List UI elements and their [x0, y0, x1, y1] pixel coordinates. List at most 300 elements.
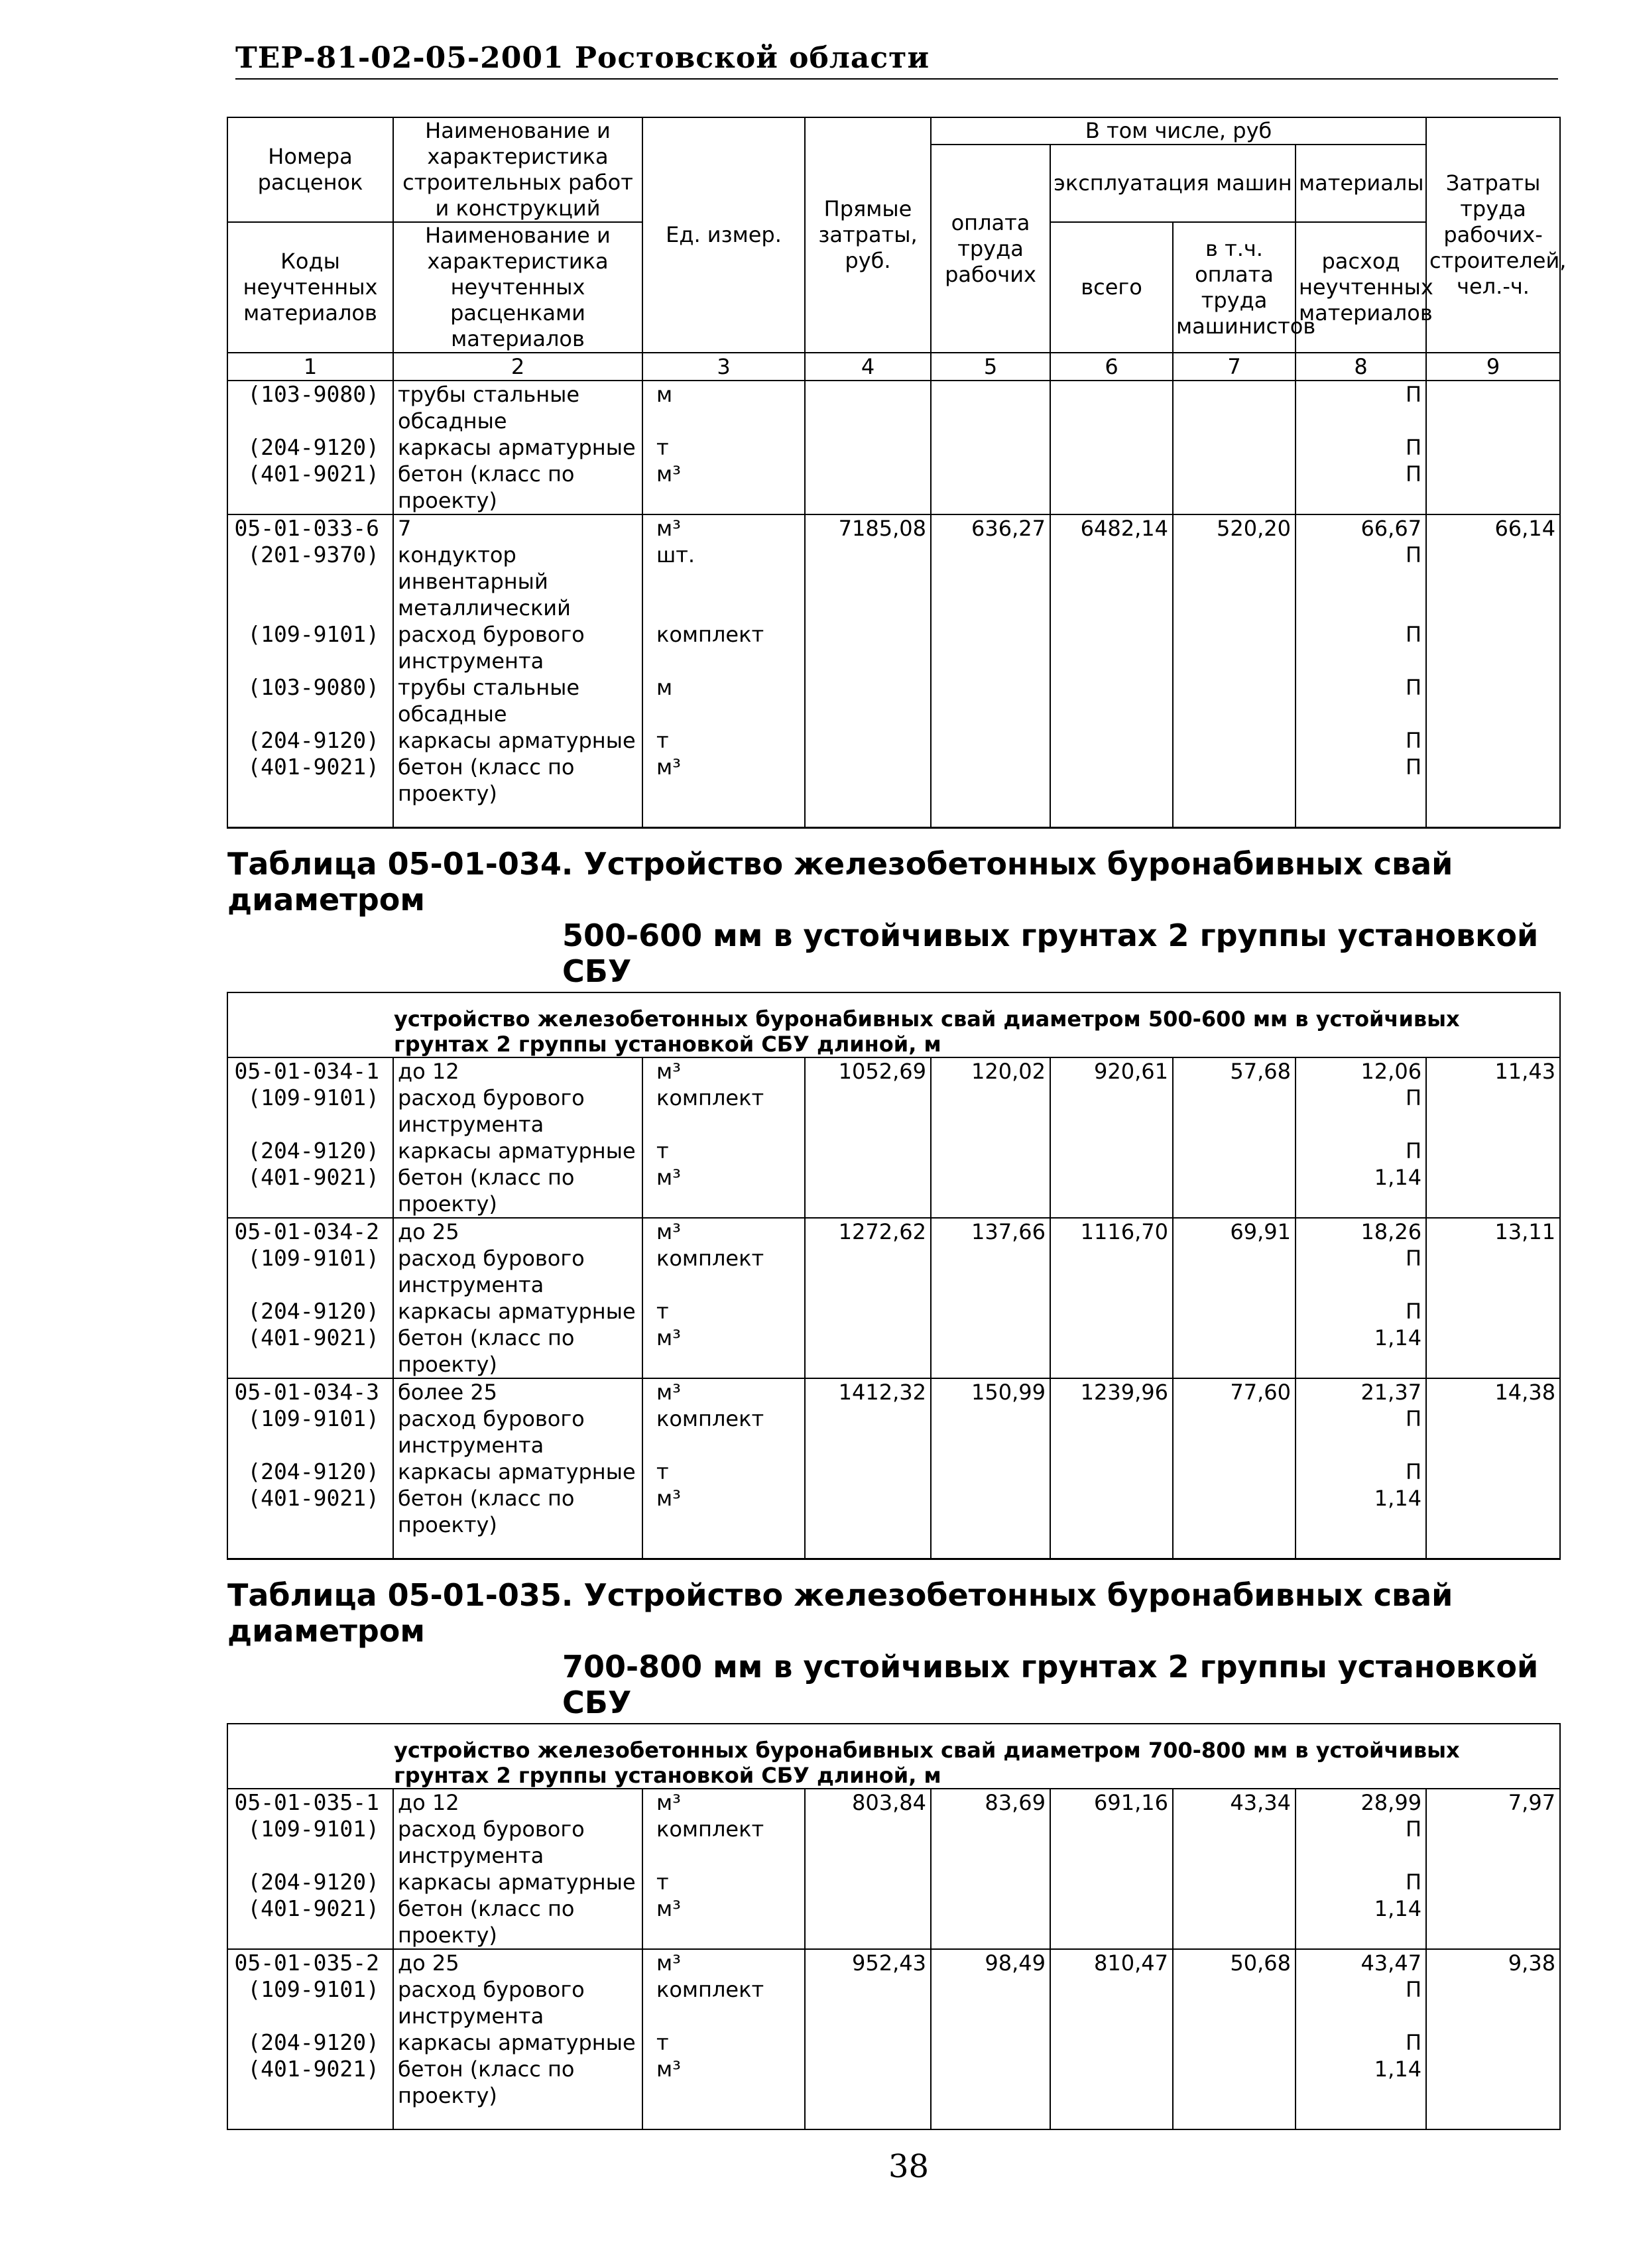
- labor-hours-cell: [1426, 1085, 1560, 1138]
- direct-costs-cell: [805, 381, 931, 434]
- direct-costs-cell: [805, 1164, 931, 1218]
- spacer-cell: [1296, 807, 1426, 828]
- direct-costs-cell: 7185,08: [805, 514, 931, 542]
- material-row: [227, 1298, 1560, 1325]
- machinist-pay-cell: [1173, 381, 1296, 434]
- labor-hours-cell: [1426, 2029, 1560, 2056]
- col-head-materials: материалы: [1296, 145, 1426, 222]
- material-row: [227, 1459, 1560, 1485]
- direct-costs-cell: 952,43: [805, 1949, 931, 1976]
- spacer-cell: [393, 1538, 642, 1559]
- unit-cell: м: [642, 381, 805, 434]
- rate-code-cell: (204-9120): [227, 1138, 393, 1164]
- rate-row: [227, 514, 1560, 542]
- table-end-row: [227, 1538, 1560, 1559]
- labor-hours-cell: [1426, 1245, 1560, 1298]
- machines-total-cell: [1050, 1895, 1173, 1949]
- item-name-cell: до 12: [393, 1789, 642, 1816]
- materials-cell: П: [1296, 1085, 1426, 1138]
- labor-hours-cell: [1426, 1325, 1560, 1378]
- direct-costs-cell: [805, 1459, 931, 1485]
- rate-row: [227, 1378, 1560, 1405]
- column-index-5: 5: [931, 353, 1050, 381]
- rate-code-cell: (401-9021): [227, 1325, 393, 1378]
- item-name-cell: расход бурового инструмента: [393, 1816, 642, 1869]
- worker-pay-cell: 137,66: [931, 1218, 1050, 1245]
- machinist-pay-cell: [1173, 2029, 1296, 2056]
- machines-total-cell: [1050, 1085, 1173, 1138]
- table-subtitle: устройство железобетонных буронабивных свай диаметром 500-600 мм в устойчивых грунтах 2 группы установкой СБУ длиной, м: [227, 992, 1560, 1057]
- item-name-cell: каркасы арматурные: [393, 1298, 642, 1325]
- worker-pay-cell: [931, 1485, 1050, 1538]
- spacer-cell: [1173, 2109, 1296, 2129]
- rate-code-cell: (109-9101): [227, 621, 393, 674]
- machinist-pay-cell: [1173, 434, 1296, 461]
- machinist-pay-cell: [1173, 1164, 1296, 1218]
- rate-code-cell: (401-9021): [227, 1485, 393, 1538]
- table-number: Таблица 05-01-035.: [227, 1577, 573, 1613]
- spacer-cell: [642, 807, 805, 828]
- labor-hours-cell: [1426, 434, 1560, 461]
- worker-pay-cell: [931, 2029, 1050, 2056]
- spacer-cell: [1296, 1538, 1426, 1559]
- material-row: [227, 1405, 1560, 1459]
- worker-pay-cell: [931, 674, 1050, 727]
- material-row: [227, 1085, 1560, 1138]
- spacer-cell: [1050, 1538, 1173, 1559]
- material-row: [227, 1895, 1560, 1949]
- machinist-pay-cell: 69,91: [1173, 1218, 1296, 1245]
- rate-code-cell: (204-9120): [227, 1298, 393, 1325]
- item-name-cell: кондуктор инвентарный металлический: [393, 542, 642, 621]
- labor-hours-cell: [1426, 1164, 1560, 1218]
- item-name-cell: каркасы арматурные: [393, 1138, 642, 1164]
- machinist-pay-cell: [1173, 461, 1296, 514]
- machinist-pay-cell: [1173, 1976, 1296, 2029]
- rate-row: [227, 1949, 1560, 1976]
- col-head-machines-total: всего: [1050, 222, 1173, 353]
- rate-code-cell: (109-9101): [227, 1976, 393, 2029]
- materials-cell: П: [1296, 1816, 1426, 1869]
- materials-cell: П: [1296, 381, 1426, 434]
- labor-hours-cell: [1426, 754, 1560, 807]
- machines-total-cell: [1050, 727, 1173, 754]
- materials-cell: 21,37: [1296, 1378, 1426, 1405]
- direct-costs-cell: [805, 2029, 931, 2056]
- machinist-pay-cell: 57,68: [1173, 1057, 1296, 1085]
- item-name-cell: каркасы арматурные: [393, 2029, 642, 2056]
- worker-pay-cell: [931, 621, 1050, 674]
- machines-total-cell: 1116,70: [1050, 1218, 1173, 1245]
- col-head-material-name: Наименование и характеристика неучтенных расценками материалов: [393, 222, 642, 353]
- col-head-work-name: Наименование и характеристика строительных работ и конструкций: [393, 117, 642, 222]
- table-number: Таблица 05-01-034.: [227, 846, 573, 882]
- materials-cell: П: [1296, 1459, 1426, 1485]
- worker-pay-cell: 120,02: [931, 1057, 1050, 1085]
- unit-cell: комплект: [642, 1816, 805, 1869]
- material-row: [227, 434, 1560, 461]
- worker-pay-cell: 636,27: [931, 514, 1050, 542]
- unit-cell: м³: [642, 1218, 805, 1245]
- item-name-cell: расход бурового инструмента: [393, 1085, 642, 1138]
- rate-code-cell: (109-9101): [227, 1085, 393, 1138]
- worker-pay-cell: 150,99: [931, 1378, 1050, 1405]
- labor-hours-cell: [1426, 674, 1560, 727]
- rate-code-cell: (204-9120): [227, 1459, 393, 1485]
- labor-hours-cell: [1426, 1816, 1560, 1869]
- item-name-cell: бетон (класс по проекту): [393, 754, 642, 807]
- machinist-pay-cell: [1173, 1325, 1296, 1378]
- unit-cell: м³: [642, 1949, 805, 1976]
- labor-hours-cell: [1426, 1485, 1560, 1538]
- item-name-cell: каркасы арматурные: [393, 1869, 642, 1895]
- labor-hours-cell: [1426, 1976, 1560, 2029]
- spacer-cell: [1296, 2109, 1426, 2129]
- unit-cell: т: [642, 1459, 805, 1485]
- machines-total-cell: [1050, 674, 1173, 727]
- spacer-cell: [1173, 807, 1296, 828]
- direct-costs-cell: [805, 1976, 931, 2029]
- direct-costs-cell: [805, 434, 931, 461]
- rate-code-cell: (109-9101): [227, 1405, 393, 1459]
- table-title-row: [227, 1559, 1560, 1724]
- machines-total-cell: [1050, 1869, 1173, 1895]
- col-head-unit: Ед. измер.: [642, 117, 805, 353]
- col-head-machines: эксплуатация машин: [1050, 145, 1296, 222]
- rate-code-cell: 05-01-033-6: [227, 514, 393, 542]
- rate-code-cell: (401-9021): [227, 461, 393, 514]
- materials-cell: 43,47: [1296, 1949, 1426, 1976]
- machines-total-cell: [1050, 1459, 1173, 1485]
- machinist-pay-cell: [1173, 1245, 1296, 1298]
- machinist-pay-cell: [1173, 1869, 1296, 1895]
- rate-code-cell: (401-9021): [227, 1164, 393, 1218]
- item-name-cell: бетон (класс по проекту): [393, 1164, 642, 1218]
- spacer-cell: [931, 807, 1050, 828]
- labor-hours-cell: [1426, 621, 1560, 674]
- column-index-1: 1: [227, 353, 393, 381]
- col-head-rate-numbers: Номера расценок: [227, 117, 393, 222]
- col-head-worker-pay: оплата труда рабочих: [931, 145, 1050, 353]
- machines-total-cell: [1050, 381, 1173, 434]
- labor-hours-cell: [1426, 1869, 1560, 1895]
- materials-cell: 28,99: [1296, 1789, 1426, 1816]
- item-name-cell: 7: [393, 514, 642, 542]
- rate-code-cell: (401-9021): [227, 1895, 393, 1949]
- direct-costs-cell: [805, 1869, 931, 1895]
- direct-costs-cell: [805, 754, 931, 807]
- direct-costs-cell: [805, 1405, 931, 1459]
- materials-cell: П: [1296, 754, 1426, 807]
- unit-cell: комплект: [642, 1085, 805, 1138]
- materials-cell: 1,14: [1296, 1485, 1426, 1538]
- rate-code-cell: 05-01-034-3: [227, 1378, 393, 1405]
- table-title-line2: 700-800 мм в устойчивых грунтах 2 группы установкой СБУ: [562, 1649, 1539, 1720]
- machines-total-cell: [1050, 542, 1173, 621]
- item-name-cell: до 25: [393, 1218, 642, 1245]
- machinist-pay-cell: [1173, 1485, 1296, 1538]
- header-rule: [235, 78, 1558, 80]
- machinist-pay-cell: [1173, 621, 1296, 674]
- machines-total-cell: 920,61: [1050, 1057, 1173, 1085]
- machines-total-cell: 6482,14: [1050, 514, 1173, 542]
- material-row: [227, 727, 1560, 754]
- rate-code-cell: 05-01-034-1: [227, 1057, 393, 1085]
- unit-cell: м³: [642, 514, 805, 542]
- worker-pay-cell: [931, 1816, 1050, 1869]
- labor-hours-cell: 9,38: [1426, 1949, 1560, 1976]
- unit-cell: м³: [642, 1378, 805, 1405]
- worker-pay-cell: 98,49: [931, 1949, 1050, 1976]
- machines-total-cell: [1050, 434, 1173, 461]
- direct-costs-cell: [805, 727, 931, 754]
- labor-hours-cell: [1426, 727, 1560, 754]
- page-number: 38: [888, 2148, 930, 2185]
- machinist-pay-cell: [1173, 542, 1296, 621]
- rate-code-cell: 05-01-035-1: [227, 1789, 393, 1816]
- spacer-cell: [1173, 1538, 1296, 1559]
- column-index-7: 7: [1173, 353, 1296, 381]
- spacer-cell: [805, 2109, 931, 2129]
- machines-total-cell: [1050, 1816, 1173, 1869]
- worker-pay-cell: [931, 461, 1050, 514]
- unit-cell: м³: [642, 1485, 805, 1538]
- spacer-cell: [931, 2109, 1050, 2129]
- unit-cell: м: [642, 674, 805, 727]
- unit-cell: м³: [642, 1789, 805, 1816]
- machines-total-cell: [1050, 1245, 1173, 1298]
- table-end-row: [227, 2109, 1560, 2129]
- worker-pay-cell: [931, 1895, 1050, 1949]
- spacer-cell: [1050, 2109, 1173, 2129]
- labor-hours-cell: [1426, 461, 1560, 514]
- column-index-4: 4: [805, 353, 931, 381]
- materials-cell: П: [1296, 1976, 1426, 2029]
- rate-code-cell: (103-9080): [227, 674, 393, 727]
- materials-cell: 1,14: [1296, 1325, 1426, 1378]
- table-subtitle: устройство железобетонных буронабивных свай диаметром 700-800 мм в устойчивых грунтах 2 группы установкой СБУ длиной, м: [227, 1724, 1560, 1789]
- rate-code-cell: (401-9021): [227, 2056, 393, 2109]
- machinist-pay-cell: [1173, 1085, 1296, 1138]
- materials-cell: 1,14: [1296, 1164, 1426, 1218]
- column-index-8: 8: [1296, 353, 1426, 381]
- spacer-cell: [393, 807, 642, 828]
- machines-total-cell: [1050, 1298, 1173, 1325]
- direct-costs-cell: [805, 674, 931, 727]
- rate-row: [227, 1218, 1560, 1245]
- item-name-cell: бетон (класс по проекту): [393, 2056, 642, 2109]
- direct-costs-cell: [805, 1816, 931, 1869]
- machines-total-cell: [1050, 2056, 1173, 2109]
- direct-costs-cell: [805, 1245, 931, 1298]
- material-row: [227, 2029, 1560, 2056]
- worker-pay-cell: [931, 1245, 1050, 1298]
- column-index-row: [227, 353, 1560, 381]
- labor-hours-cell: 14,38: [1426, 1378, 1560, 1405]
- materials-cell: П: [1296, 727, 1426, 754]
- machines-total-cell: 810,47: [1050, 1949, 1173, 1976]
- rate-code-cell: (204-9120): [227, 434, 393, 461]
- material-row: [227, 1976, 1560, 2029]
- rate-code-cell: 05-01-035-2: [227, 1949, 393, 1976]
- direct-costs-cell: 1052,69: [805, 1057, 931, 1085]
- unit-cell: шт.: [642, 542, 805, 621]
- materials-cell: П: [1296, 1298, 1426, 1325]
- rate-row: [227, 1057, 1560, 1085]
- material-row: [227, 542, 1560, 621]
- worker-pay-cell: [931, 1869, 1050, 1895]
- spacer-cell: [1426, 2109, 1560, 2129]
- unit-cell: т: [642, 1869, 805, 1895]
- column-index-9: 9: [1426, 353, 1560, 381]
- machinist-pay-cell: 77,60: [1173, 1378, 1296, 1405]
- machinist-pay-cell: [1173, 1138, 1296, 1164]
- worker-pay-cell: [931, 1138, 1050, 1164]
- spacer-cell: [227, 807, 393, 828]
- machinist-pay-cell: 43,34: [1173, 1789, 1296, 1816]
- rate-code-cell: (109-9101): [227, 1245, 393, 1298]
- labor-hours-cell: 7,97: [1426, 1789, 1560, 1816]
- labor-hours-cell: [1426, 1298, 1560, 1325]
- machinist-pay-cell: 50,68: [1173, 1949, 1296, 1976]
- machinist-pay-cell: [1173, 1405, 1296, 1459]
- rate-code-cell: (401-9021): [227, 754, 393, 807]
- item-name-cell: более 25: [393, 1378, 642, 1405]
- item-name-cell: трубы стальные обсадные: [393, 674, 642, 727]
- table-subtitle-row: [227, 1724, 1560, 1789]
- worker-pay-cell: [931, 434, 1050, 461]
- direct-costs-cell: [805, 1138, 931, 1164]
- item-name-cell: каркасы арматурные: [393, 727, 642, 754]
- direct-costs-cell: [805, 1298, 931, 1325]
- machinist-pay-cell: [1173, 1816, 1296, 1869]
- spacer-cell: [1426, 807, 1560, 828]
- worker-pay-cell: [931, 1405, 1050, 1459]
- column-index-3: 3: [642, 353, 805, 381]
- unit-cell: т: [642, 434, 805, 461]
- worker-pay-cell: [931, 1298, 1050, 1325]
- machines-total-cell: [1050, 2029, 1173, 2056]
- item-name-cell: до 25: [393, 1949, 642, 1976]
- direct-costs-cell: [805, 542, 931, 621]
- machines-total-cell: 1239,96: [1050, 1378, 1173, 1405]
- machines-total-cell: [1050, 621, 1173, 674]
- labor-hours-cell: 11,43: [1426, 1057, 1560, 1085]
- unit-cell: т: [642, 727, 805, 754]
- rate-code-cell: (204-9120): [227, 727, 393, 754]
- materials-cell: П: [1296, 674, 1426, 727]
- labor-hours-cell: 66,14: [1426, 514, 1560, 542]
- direct-costs-cell: 1412,32: [805, 1378, 931, 1405]
- unit-cell: т: [642, 2029, 805, 2056]
- col-head-material-usage: расход неучтенных материалов: [1296, 222, 1426, 353]
- machines-total-cell: [1050, 461, 1173, 514]
- col-head-including: В том числе, руб: [931, 117, 1426, 145]
- materials-cell: П: [1296, 434, 1426, 461]
- machinist-pay-cell: [1173, 674, 1296, 727]
- direct-costs-cell: 803,84: [805, 1789, 931, 1816]
- materials-cell: 1,14: [1296, 1895, 1426, 1949]
- rate-code-cell: (204-9120): [227, 1869, 393, 1895]
- machinist-pay-cell: 520,20: [1173, 514, 1296, 542]
- spacer-cell: [805, 1538, 931, 1559]
- worker-pay-cell: 83,69: [931, 1789, 1050, 1816]
- unit-cell: м³: [642, 1057, 805, 1085]
- labor-hours-cell: [1426, 542, 1560, 621]
- item-name-cell: расход бурового инструмента: [393, 1245, 642, 1298]
- materials-cell: П: [1296, 1869, 1426, 1895]
- unit-cell: м³: [642, 461, 805, 514]
- table-title-line1: Устройство железобетонных буронабивных свай диаметром: [227, 1577, 1453, 1649]
- rate-code-cell: (103-9080): [227, 381, 393, 434]
- table-title-row: [227, 828, 1560, 993]
- material-row: [227, 1164, 1560, 1218]
- item-name-cell: расход бурового инструмента: [393, 1976, 642, 2029]
- table-title: [227, 1559, 1560, 1724]
- item-name-cell: каркасы арматурные: [393, 1459, 642, 1485]
- spacer-cell: [1426, 1538, 1560, 1559]
- labor-hours-cell: [1426, 1459, 1560, 1485]
- unit-cell: комплект: [642, 1976, 805, 2029]
- material-row: [227, 1869, 1560, 1895]
- unit-cell: комплект: [642, 1405, 805, 1459]
- material-row: [227, 461, 1560, 514]
- unit-cell: т: [642, 1138, 805, 1164]
- rate-code-cell: (204-9120): [227, 2029, 393, 2056]
- machines-total-cell: [1050, 1325, 1173, 1378]
- material-row: [227, 1325, 1560, 1378]
- worker-pay-cell: [931, 2056, 1050, 2109]
- item-name-cell: расход бурового инструмента: [393, 1405, 642, 1459]
- item-name-cell: трубы стальные обсадные: [393, 381, 642, 434]
- materials-cell: 1,14: [1296, 2056, 1426, 2109]
- machines-total-cell: [1050, 1164, 1173, 1218]
- rates-table: [227, 117, 1567, 2130]
- direct-costs-cell: [805, 621, 931, 674]
- labor-hours-cell: [1426, 2056, 1560, 2109]
- machinist-pay-cell: [1173, 2056, 1296, 2109]
- worker-pay-cell: [931, 542, 1050, 621]
- col-head-machinist-pay: в т.ч. оплата труда машинистов: [1173, 222, 1296, 353]
- column-index-6: 6: [1050, 353, 1173, 381]
- rate-row: [227, 1789, 1560, 1816]
- machines-total-cell: [1050, 1976, 1173, 2029]
- direct-costs-cell: [805, 1485, 931, 1538]
- item-name-cell: бетон (класс по проекту): [393, 1485, 642, 1538]
- rate-code-cell: (201-9370): [227, 542, 393, 621]
- col-head-codes: Коды неучтенных материалов: [227, 222, 393, 353]
- item-name-cell: бетон (класс по проекту): [393, 1325, 642, 1378]
- labor-hours-cell: 13,11: [1426, 1218, 1560, 1245]
- direct-costs-cell: [805, 1085, 931, 1138]
- col-head-labor-hours: Затраты труда рабочих-строителей, чел.-ч.: [1426, 117, 1560, 353]
- machinist-pay-cell: [1173, 1895, 1296, 1949]
- worker-pay-cell: [931, 1164, 1050, 1218]
- item-name-cell: бетон (класс по проекту): [393, 461, 642, 514]
- spacer-cell: [642, 2109, 805, 2129]
- machines-total-cell: 691,16: [1050, 1789, 1173, 1816]
- item-name-cell: расход бурового инструмента: [393, 621, 642, 674]
- item-name-cell: каркасы арматурные: [393, 434, 642, 461]
- spacer-cell: [227, 1538, 393, 1559]
- table-subtitle-row: [227, 992, 1560, 1057]
- direct-costs-cell: 1272,62: [805, 1218, 931, 1245]
- direct-costs-cell: [805, 461, 931, 514]
- page-header: ТЕР-81-02-05-2001 Ростовской области: [235, 41, 930, 75]
- spacer-cell: [931, 1538, 1050, 1559]
- unit-cell: м³: [642, 2056, 805, 2109]
- materials-cell: П: [1296, 542, 1426, 621]
